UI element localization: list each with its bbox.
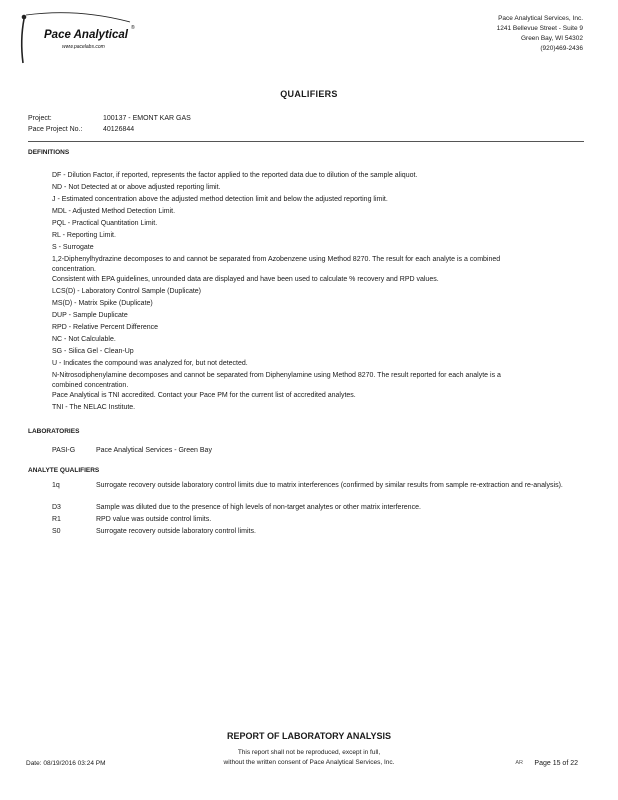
definition-item: NC - Not Calculable. — [52, 336, 116, 343]
pace-project-label: Pace Project No.: — [28, 126, 83, 133]
definition-item: N-Nitrosodiphenylamine decomposes and cannot be separated from Diphenylamine using Method 8270. The result reported for each analyte is a combined concentration. — [52, 372, 501, 389]
definition-item: SG - Silica Gel - Clean-Up — [52, 348, 134, 355]
company-name: Pace Analytical Services, Inc. — [498, 15, 583, 22]
definition-item: DUP - Sample Duplicate — [52, 312, 128, 319]
pace-logo — [18, 10, 148, 65]
report-title: REPORT OF LABORATORY ANALYSIS — [226, 731, 392, 741]
svg-text:®: ® — [131, 25, 135, 31]
definition-item: PQL - Practical Quantitation Limit. — [52, 220, 158, 227]
qualifier-code: S0 — [52, 528, 61, 535]
company-phone: (920)469-2436 — [540, 45, 583, 52]
pace-logo-graphic — [18, 10, 148, 65]
pace-project-value: 40126844 — [103, 126, 135, 133]
qualifier-text: Sample was diluted due to the presence of high levels of non-target analytes or other matrix interference. — [96, 504, 421, 511]
qualifier-text: Surrogate recovery outside laboratory control limits. — [96, 528, 256, 535]
company-city: Green Bay, WI 54302 — [520, 35, 583, 42]
logo-text: Pace Analytical — [44, 29, 128, 41]
definition-item: LCS(D) - Laboratory Control Sample (Duplicate) — [52, 288, 201, 295]
notice-line-1: This report shall not be reproduced, except in full, — [237, 749, 381, 756]
definitions-heading: DEFINITIONS — [28, 149, 70, 156]
report-date: Date: 08/19/2016 03:24 PM — [26, 760, 106, 767]
company-street: 1241 Bellevue Street - Suite 9 — [496, 25, 583, 32]
project-label: Project: — [28, 115, 52, 122]
reviewer-initials: AR — [515, 760, 523, 766]
qualifier-text: RPD value was outside control limits. — [96, 516, 212, 523]
definition-item: MDL - Adjusted Method Detection Limit. — [52, 208, 176, 215]
definition-item: J - Estimated concentration above the adjusted method detection limit and below the adjusted reporting limit. — [52, 196, 388, 203]
divider — [28, 141, 584, 142]
page-number: Page 15 of 22 — [534, 760, 578, 767]
definition-item: Pace Analytical is TNI accredited. Contact your Pace PM for the current list of accredited analytes. — [52, 392, 356, 399]
qualifier-text: Surrogate recovery outside laboratory control limits due to matrix interferences (confirmed by similar results from sample re-extraction and re-analysis). — [96, 482, 563, 489]
lab-name: Pace Analytical Services - Green Bay — [96, 447, 212, 454]
definition-item: DF - Dilution Factor, if reported, represents the factor applied to the reported data due to dilution of the sample aliquot. — [52, 172, 418, 179]
definition-item: TNI - The NELAC Institute. — [52, 404, 136, 411]
definition-item: ND - Not Detected at or above adjusted reporting limit. — [52, 184, 221, 191]
project-value: 100137 - EMONT KAR GAS — [103, 115, 191, 122]
definitions-list — [52, 170, 532, 414]
qualifier-code: R1 — [52, 516, 61, 523]
lab-code: PASI-G — [52, 447, 76, 454]
definition-item: MS(D) - Matrix Spike (Duplicate) — [52, 300, 153, 307]
company-address — [497, 14, 583, 54]
definition-item: 1,2-Diphenylhydrazine decomposes to and cannot be separated from Azobenzene using Method 8270. The result for each analyte is a combined concentration. — [52, 256, 501, 273]
definition-item: RPD - Relative Percent Difference — [52, 324, 159, 331]
qualifier-code: 1q — [52, 482, 60, 489]
notice-line-2: without the written consent of Pace Analytical Services, Inc. — [223, 759, 395, 766]
definition-item: S - Surrogate — [52, 244, 94, 251]
qualifier-code: D3 — [52, 504, 61, 511]
definition-item: Consistent with EPA guidelines, unrounded data are displayed and have been used to calculate % recovery and RPD values. — [52, 276, 439, 283]
definition-item: U - Indicates the compound was analyzed for, but not detected. — [52, 360, 248, 367]
laboratories-heading: LABORATORIES — [28, 428, 80, 435]
definition-item: RL - Reporting Limit. — [52, 232, 116, 239]
logo-website: www.pacelabs.com — [62, 44, 105, 50]
analyte-qualifiers-heading: ANALYTE QUALIFIERS — [28, 467, 100, 474]
page-title: QUALIFIERS — [280, 89, 338, 99]
